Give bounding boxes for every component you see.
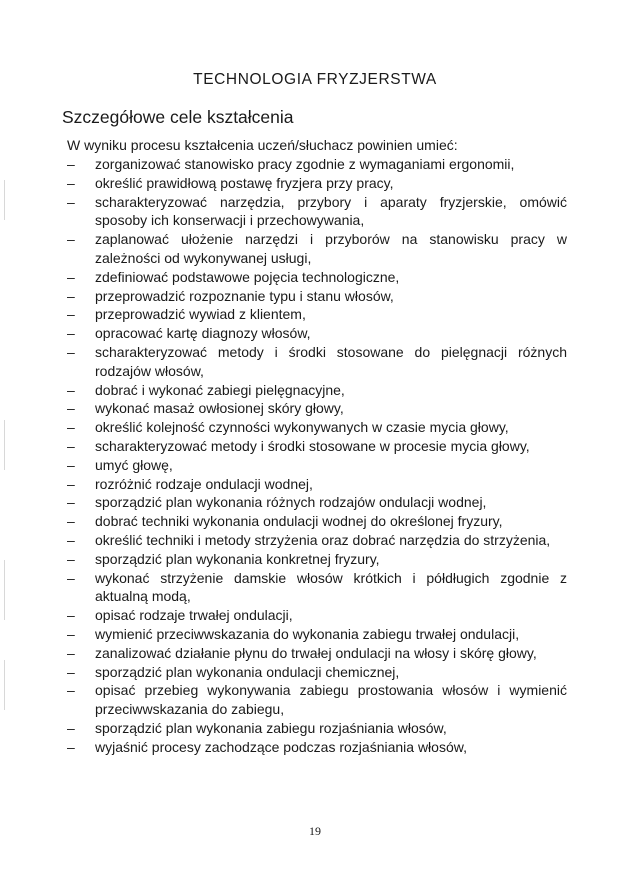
- list-bullet: –: [67, 475, 75, 492]
- list-item-text: opisać przebieg wykonywania zabiegu prostowania włosów i wymienić przeciwwskazania do zabiegu,: [95, 682, 567, 718]
- list-bullet: –: [67, 231, 75, 248]
- list-bullet: –: [67, 419, 75, 436]
- list-item: [67, 343, 567, 381]
- list-item: [67, 512, 567, 531]
- list-bullet: –: [67, 682, 75, 699]
- list-item: [67, 174, 567, 193]
- scan-margin-mark: [4, 180, 5, 220]
- list-bullet: –: [67, 325, 75, 342]
- list-item: [67, 418, 567, 437]
- list-item-text: zanalizować działanie płynu do trwałej ondulacji na włosy i skórę głowy,: [95, 644, 537, 661]
- list-bullet: –: [67, 494, 75, 511]
- list-item-text: określić prawidłową postawę fryzjera przy pracy,: [95, 174, 394, 191]
- list-item: [67, 381, 567, 400]
- list-item: [67, 268, 567, 287]
- list-bullet: –: [67, 156, 75, 172]
- list-item-text: określić kolejność czynności wykonywanych w czasie mycia głowy,: [95, 419, 509, 436]
- list-item: [67, 230, 567, 268]
- list-item-text: dobrać i wykonać zabiegi pielęgnacyjne,: [95, 381, 345, 398]
- scan-margin-mark: [4, 420, 5, 470]
- list-bullet: –: [67, 306, 75, 323]
- list-item: [67, 644, 567, 663]
- list-bullet: –: [67, 456, 75, 473]
- list-item-text: przeprowadzić wywiad z klientem,: [95, 306, 306, 323]
- list-bullet: –: [67, 719, 75, 736]
- list-item: [67, 193, 567, 231]
- list-item: [67, 324, 567, 343]
- list-item-text: wymienić przeciwwskazania do wykonania zabiegu trwałej ondulacji,: [95, 625, 520, 642]
- list-item: [67, 606, 567, 625]
- list-bullet: –: [67, 193, 75, 210]
- list-item: [67, 437, 567, 456]
- list-item-text: wykonać masaż owłosionej skóry głowy,: [95, 400, 344, 417]
- list-item-text: wyjaśnić procesy zachodzące podczas rozjaśniania włosów,: [95, 738, 467, 755]
- learning-goals-list: [67, 155, 567, 757]
- list-bullet: –: [67, 174, 75, 191]
- list-bullet: –: [67, 531, 75, 548]
- list-bullet: –: [67, 287, 75, 304]
- list-bullet: –: [67, 625, 75, 642]
- document-title: TECHNOLOGIA FRYZJERSTWA: [193, 71, 437, 88]
- list-bullet: –: [67, 513, 75, 530]
- list-item: [67, 719, 567, 738]
- list-bullet: –: [67, 381, 75, 398]
- list-bullet: –: [67, 343, 75, 360]
- list-item: [67, 155, 567, 174]
- list-item-text: przeprowadzić rozpoznanie typu i stanu włosów,: [95, 287, 394, 304]
- list-item-text: zdefiniować podstawowe pojęcia technologiczne,: [95, 268, 400, 285]
- list-bullet: –: [67, 400, 75, 417]
- list-item-text: zaplanować ułożenie narzędzi i przyborów na stanowisku pracy w zależności od wykonywanej usługi,: [95, 231, 567, 266]
- list-item-text: określić techniki i metody strzyżenia oraz dobrać narzędzia do strzyżenia,: [95, 531, 551, 548]
- list-item-text: sporządzić plan wykonania ondulacji chemicznej,: [95, 663, 400, 680]
- list-item-text: scharakteryzować narzędzia, przybory i aparaty fryzjerskie, omówić sposoby ich konserwacji i przechowywania,: [95, 193, 567, 229]
- list-item-text: opracować kartę diagnozy włosów,: [95, 325, 311, 342]
- list-item-text: sporządzić plan wykonania konkretnej fryzury,: [95, 550, 380, 567]
- list-item-text: dobrać techniki wykonania ondulacji wodnej do określonej fryzury,: [95, 513, 503, 530]
- list-item-text: sporządzić plan wykonania zabiegu rozjaśniania włosów,: [95, 719, 447, 736]
- list-item: [67, 475, 567, 494]
- list-item-text: scharakteryzować metody i środki stosowane w procesie mycia głowy,: [95, 437, 530, 454]
- list-item: [67, 456, 567, 475]
- section-heading: Szczegółowe cele kształcenia: [62, 107, 294, 127]
- list-bullet: –: [67, 607, 75, 624]
- list-item: [67, 399, 567, 418]
- scan-margin-mark: [4, 660, 5, 710]
- list-item-text: opisać rodzaje trwałej ondulacji,: [95, 607, 293, 624]
- list-bullet: –: [67, 569, 75, 586]
- list-item: [67, 493, 567, 512]
- list-item-text: umyć głowę,: [95, 456, 173, 473]
- list-bullet: –: [67, 437, 75, 454]
- list-item: [67, 681, 567, 719]
- list-item: [67, 569, 567, 607]
- list-bullet: –: [67, 268, 75, 285]
- list-bullet: –: [67, 738, 75, 755]
- list-bullet: –: [67, 644, 75, 661]
- list-item: [67, 625, 567, 644]
- scan-margin-mark: [4, 560, 5, 620]
- list-item: [67, 287, 567, 306]
- intro-text: W wyniku procesu kształcenia uczeń/słuchacz powinien umieć:: [67, 137, 458, 153]
- list-item: [67, 738, 567, 757]
- list-item: [67, 531, 567, 550]
- list-item-text: rozróżnić rodzaje ondulacji wodnej,: [95, 475, 313, 492]
- list-item: [67, 550, 567, 569]
- page-number: 19: [309, 824, 321, 838]
- list-item-text: zorganizować stanowisko pracy zgodnie z wymaganiami ergonomii,: [95, 156, 515, 172]
- list-item-text: wykonać strzyżenie damskie włosów krótkich i półdługich zgodnie z aktualną modą,: [95, 569, 567, 605]
- list-bullet: –: [67, 550, 75, 567]
- list-bullet: –: [67, 663, 75, 680]
- list-item: [67, 305, 567, 324]
- list-item-text: scharakteryzować metody i środki stosowane do pielęgnacji różnych rodzajów włosów,: [95, 343, 567, 379]
- list-item: [67, 663, 567, 682]
- list-item-text: sporządzić plan wykonania różnych rodzajów ondulacji wodnej,: [95, 494, 487, 511]
